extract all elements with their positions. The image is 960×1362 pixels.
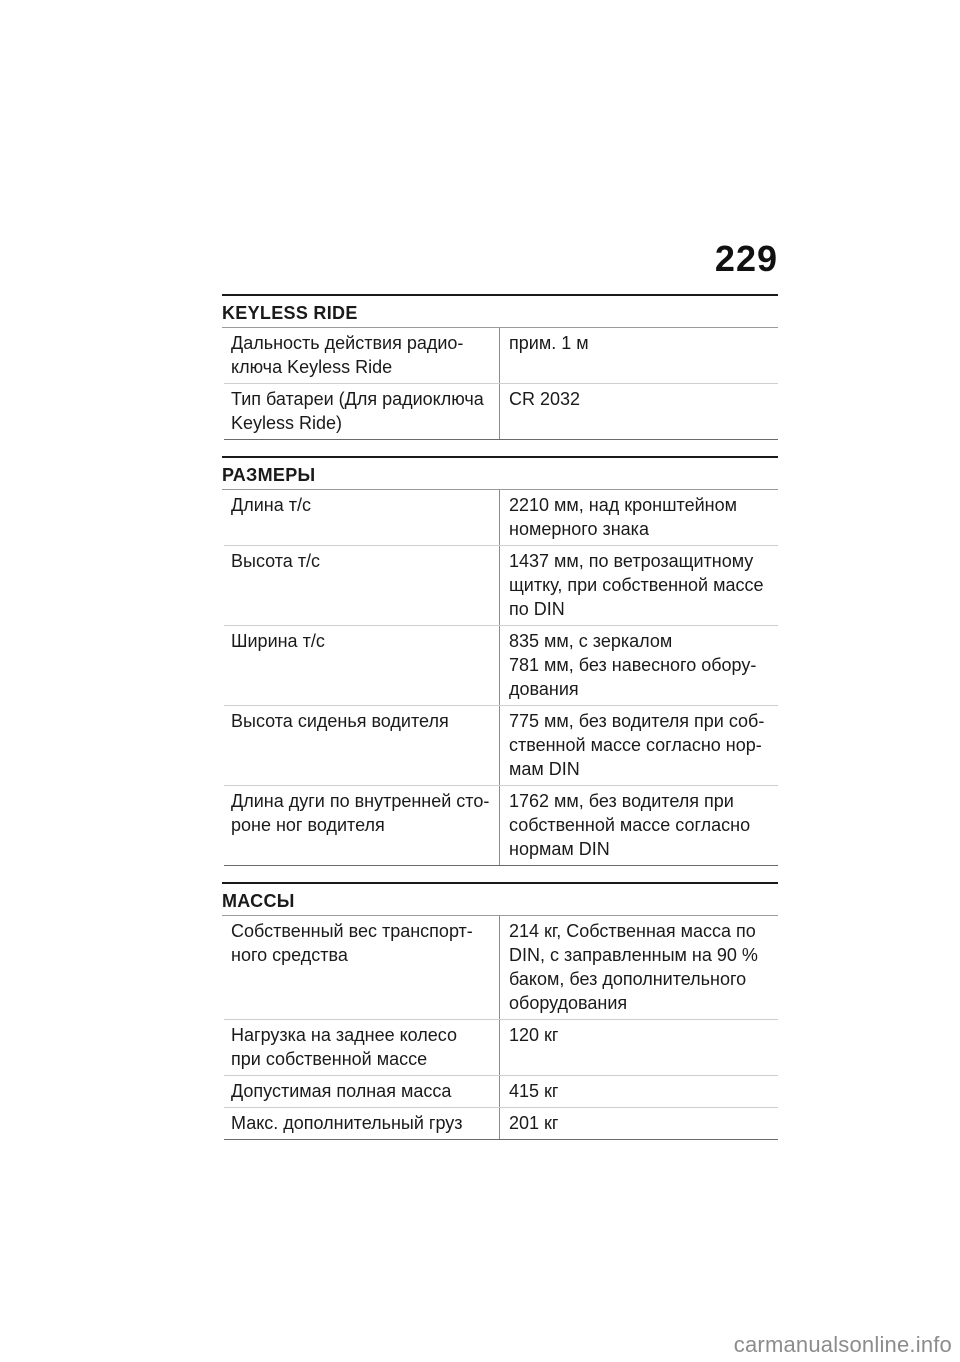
label-line: Высота сиденья водителя: [231, 711, 449, 731]
value-line: нормам DIN: [509, 839, 610, 859]
section-masses: [222, 882, 778, 1140]
section-title: KEYLESS RIDE: [222, 296, 778, 328]
label-line: Допустимая полная масса: [231, 1081, 452, 1101]
value-line: мам DIN: [509, 759, 580, 779]
row-value: [500, 1108, 778, 1139]
row-label: [224, 706, 500, 785]
value-line: 835 мм, с зеркалом: [509, 631, 673, 651]
value-line: 775 мм, без водителя при соб-: [509, 711, 765, 731]
spec-table: [224, 328, 778, 440]
spec-table: [224, 916, 778, 1140]
row-label: [224, 1108, 500, 1139]
table-row: [224, 1076, 778, 1108]
row-label: [224, 328, 500, 383]
section-keyless-ride: [222, 294, 778, 440]
label-line: Длина дуги по внутренней сто-: [231, 791, 490, 811]
value-line: 120 кг: [509, 1025, 559, 1045]
row-label: [224, 1076, 500, 1107]
value-line: щитку, при собственной массе: [509, 575, 764, 595]
table-row: [224, 1108, 778, 1140]
label-line: Нагрузка на заднее колесо: [231, 1025, 458, 1045]
table-row: [224, 546, 778, 626]
value-line: собственной массе согласно: [509, 815, 751, 835]
row-value: [500, 328, 778, 383]
row-value: [500, 490, 778, 545]
row-value: [500, 1076, 778, 1107]
value-line: оборудования: [509, 993, 628, 1013]
value-line: дования: [509, 679, 579, 699]
value-line: номерного знака: [509, 519, 649, 539]
page-number: 229: [714, 238, 778, 279]
row-value: [500, 384, 778, 439]
table-row: [224, 706, 778, 786]
row-label: [224, 384, 500, 439]
label-line: роне ног водителя: [231, 815, 385, 835]
row-label: [224, 1020, 500, 1075]
row-label: [224, 916, 500, 1019]
value-line: CR 2032: [509, 389, 581, 409]
row-label: [224, 786, 500, 865]
value-line: DIN, с заправленным на 90 %: [509, 945, 758, 965]
section-title: МАССЫ: [222, 884, 778, 916]
table-row: [224, 786, 778, 866]
row-label: [224, 626, 500, 705]
watermark-footer: carmanualsonline.info: [733, 1332, 952, 1357]
label-line: Собственный вес транспорт-: [231, 921, 473, 941]
value-line: прим. 1 м: [509, 333, 589, 353]
value-line: 781 мм, без навесного обору-: [509, 655, 757, 675]
row-value: [500, 916, 778, 1019]
table-row: [224, 328, 778, 384]
table-row: [224, 626, 778, 706]
table-row: [224, 490, 778, 546]
table-row: [224, 916, 778, 1020]
row-value: [500, 546, 778, 625]
row-value: [500, 706, 778, 785]
label-line: Макс. дополнительный груз: [231, 1113, 463, 1133]
label-line: Keyless Ride): [231, 413, 343, 433]
label-line: Тип батареи (Для радиоключа: [231, 389, 484, 409]
value-line: 214 кг, Собственная масса по: [509, 921, 756, 941]
section-dimensions: [222, 456, 778, 866]
value-line: баком, без дополнительного: [509, 969, 747, 989]
label-line: ключа Keyless Ride: [231, 357, 393, 377]
label-line: Ширина т/с: [231, 631, 325, 651]
label-line: ного средства: [231, 945, 348, 965]
table-row: [224, 384, 778, 440]
label-line: Длина т/с: [231, 495, 311, 515]
row-label: [224, 546, 500, 625]
label-line: Высота т/с: [231, 551, 321, 571]
spec-content: [222, 294, 778, 1140]
spec-table: [224, 490, 778, 866]
value-line: 1437 мм, по ветрозащитному: [509, 551, 754, 571]
value-line: ственной массе согласно нор-: [509, 735, 762, 755]
value-line: 201 кг: [509, 1113, 559, 1133]
value-line: 2210 мм, над кронштейном: [509, 495, 737, 515]
value-line: 1762 мм, без водителя при: [509, 791, 734, 811]
table-row: [224, 1020, 778, 1076]
label-line: Дальность действия радио-: [231, 333, 464, 353]
row-value: [500, 1020, 778, 1075]
label-line: при собственной массе: [231, 1049, 428, 1069]
row-value: [500, 626, 778, 705]
row-label: [224, 490, 500, 545]
value-line: по DIN: [509, 599, 565, 619]
section-title: РАЗМЕРЫ: [222, 458, 778, 490]
value-line: 415 кг: [509, 1081, 559, 1101]
row-value: [500, 786, 778, 865]
